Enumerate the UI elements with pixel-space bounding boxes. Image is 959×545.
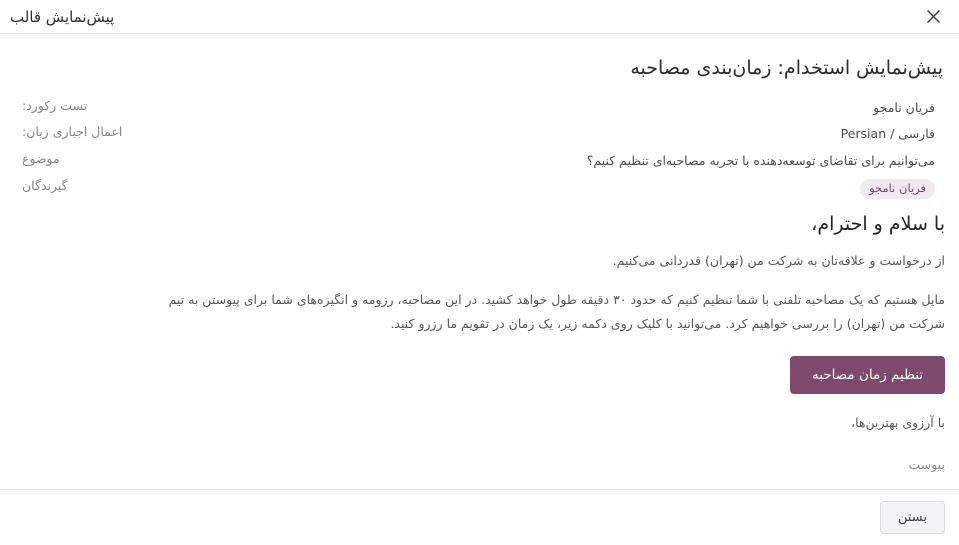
cta-container xyxy=(134,356,945,394)
meta-value-language: فارسی / Persian xyxy=(840,126,935,142)
email-paragraph-1: از درخواست و علاقه‌تان به شرکت من (تهران) قدردانی می‌کنیم. xyxy=(612,253,945,269)
table-row xyxy=(14,121,945,148)
email-signoff: با آرزوی بهترین‌ها، xyxy=(851,415,945,431)
attachment-label: پیوست xyxy=(908,456,945,472)
modal-footer xyxy=(0,489,959,545)
meta-label-subject: موضوع xyxy=(22,150,60,166)
modal-body xyxy=(0,34,959,489)
meta-label-record-test: تست رکورد: xyxy=(22,97,88,113)
meta-label-language: اعمال اجباری زبان: xyxy=(22,124,123,140)
page-title: پیش‌نمایش استخدام: زمان‌بندی مصاحبه xyxy=(630,57,943,79)
email-greeting: با سلام و احترام، xyxy=(811,212,945,235)
table-row xyxy=(14,175,945,202)
meta-label-recipients: گیرندگان xyxy=(22,177,68,193)
meta-value-recipients xyxy=(122,175,945,202)
modal-title: پیش‌نمایش قالب xyxy=(10,7,115,26)
close-icon[interactable] xyxy=(921,5,945,29)
close-button[interactable]: بستن xyxy=(880,501,945,535)
email-paragraph-2: مایل هستیم که یک مصاحبه تلفنی با شما تنظیم کنیم که حدود ۳۰ دقیقه طول خواهد کشید. در این مصاحبه، رزومه و انگیزه‌های شما برای پیوستن به تیم شرکت من (تهران) را بررسی خواهیم کرد. می‌توانید با کلیک روی دکمه زیر، یک زمان در تقویم ما رزرو کنید. xyxy=(168,291,945,331)
table-row xyxy=(14,95,945,122)
modal-header xyxy=(0,0,959,34)
recipient-chip[interactable]: فریان نامجو xyxy=(860,179,935,199)
preview-meta-table xyxy=(14,95,945,202)
table-row xyxy=(14,148,945,175)
meta-value-subject: می‌توانیم برای تقاضای توسعه‌دهنده با تجربه مصاحبه‌ای تنظیم کنیم؟ xyxy=(586,152,935,168)
schedule-interview-button[interactable]: تنظیم زمان مصاحبه xyxy=(790,356,945,394)
meta-value-record-test: فریان نامجو xyxy=(873,99,935,115)
email-preview-content xyxy=(14,212,945,472)
